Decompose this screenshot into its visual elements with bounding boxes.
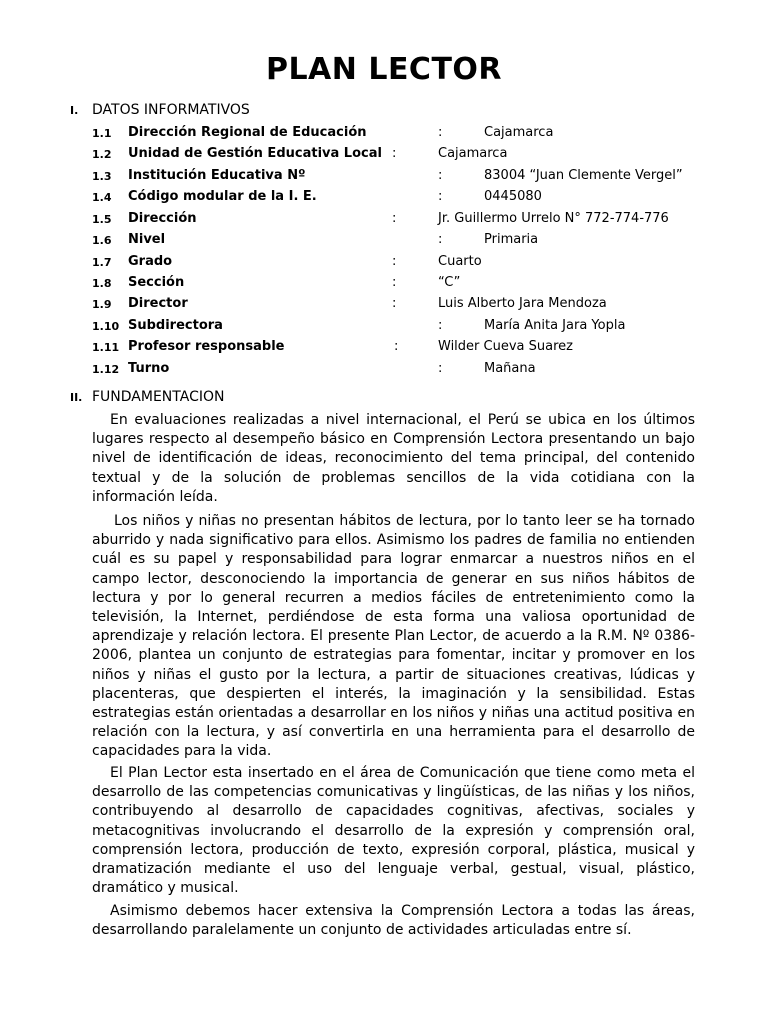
datos-row [0,211,768,231]
datos-row [0,189,768,209]
section-number: I. [70,104,79,117]
row-label: Dirección Regional de Educación [128,125,367,140]
row-value: Mañana [484,361,536,376]
row-colon: : [438,168,443,183]
row-value: Wilder Cueva Suarez [438,339,573,354]
section-title: FUNDAMENTACION [92,389,225,405]
row-label: Unidad de Gestión Educativa Local [128,146,382,161]
row-colon: : [392,254,397,269]
row-value: María Anita Jara Yopla [484,318,626,333]
row-colon: : [438,125,443,140]
row-colon: : [392,146,397,161]
row-label: Dirección [128,211,197,226]
page-title: PLAN LECTOR [265,52,503,87]
datos-row [0,232,768,252]
row-number: 1.10 [92,320,120,333]
row-value: 83004 “Juan Clemente Vergel” [484,168,683,183]
row-value: Jr. Guillermo Urrelo N° 772-774-776 [438,211,669,226]
datos-row [0,275,768,295]
row-number: 1.4 [92,191,112,204]
row-value: Cuarto [438,254,482,269]
row-number: 1.9 [92,298,112,311]
row-colon: : [392,211,397,226]
row-number: 1.11 [92,341,120,354]
row-label: Turno [128,361,170,376]
section-number: II. [70,391,83,404]
paragraph: En evaluaciones realizadas a nivel internacional, el Perú se ubica en los últimos lugares respecto al desempeño básico en Comprensión Lectora presentando un bajo nivel de identificación de ideas, reconocimiento del tema principal, del contenido textual y de la solución de problemas sencillos de la vida cotidiana con la información leída. [92,412,695,505]
row-number: 1.7 [92,256,112,269]
row-label: Director [128,296,188,311]
row-colon: : [438,232,443,247]
datos-row [0,125,768,145]
row-label: Nivel [128,232,166,247]
row-value: Primaria [484,232,539,247]
row-value: Cajamarca [484,125,554,140]
row-label: Profesor responsable [128,339,285,354]
row-colon: : [438,189,443,204]
row-label: Sección [128,275,185,290]
row-value: 0445080 [484,189,542,204]
paragraph: El Plan Lector esta insertado en el área de Comunicación que tiene como meta el desarrollo de las competencias comunicativas y lingüísticas, de las niñas y los niños, contribuyendo al desarrollo de capacidades cognitivas, afectivas, sociales y metacognitivas involucrando el desarrollo de la expresión y comprensión oral, comprensión lectora, producción de texto, expresión corporal, plástica, musical y dramatización mediante el uso del lenguaje verbal, gestual, visual, plástico, dramático y musical. [92,765,695,897]
row-number: 1.6 [92,234,112,247]
row-number: 1.3 [92,170,112,183]
datos-row [0,296,768,316]
row-label: Subdirectora [128,318,223,333]
datos-row [0,361,768,381]
row-number: 1.12 [92,363,120,376]
row-label: Grado [128,254,173,269]
row-value: Cajamarca [438,146,508,161]
row-colon: : [394,339,399,354]
row-value: Luis Alberto Jara Mendoza [438,296,607,311]
row-number: 1.5 [92,213,112,226]
row-colon: : [438,318,443,333]
paragraph: Los niños y niñas no presentan hábitos de lectura, por lo tanto leer se ha tornado aburrido y nada significativo para ellos. Asimismo los padres de familia no entienden cuál es su papel y responsabilidad para lograr enmarcar a nuestros niños en el campo lector, desconociendo la importancia de generar en sus niños hábitos de lectura y por lo general recurren a medios fáciles de entretenimiento como la televisión, la Internet, perdiéndose de esta forma una valiosa oportunidad de aprendizaje y relación lectora. El presente Plan Lector, de acuerdo a la R.M. Nº 0386-2006, plantea un conjunto de estrategias para fomentar, incitar y promover en los niños y niñas el gusto por la lectura, a partir de situaciones creativas, lúdicas y placenteras, que despierten el interés, la imaginación y la sensibilidad. Estas estrategias están orientadas a desarrollar en los niños y niñas una actitud positiva en relación con la lectura, y así convertirla en una herramienta para el desarrollo de capacidades para la vida. [92,513,695,760]
row-number: 1.8 [92,277,112,290]
paragraph: Asimismo debemos hacer extensiva la Comprensión Lectora a todas las áreas, desarrollando paralelamente un conjunto de actividades articuladas entre sí. [92,903,695,939]
datos-row [0,168,768,188]
section-title: DATOS INFORMATIVOS [92,102,250,118]
datos-row [0,146,768,166]
row-label: Institución Educativa Nº [128,168,306,183]
row-colon: : [392,275,397,290]
row-colon: : [392,296,397,311]
datos-row [0,318,768,338]
datos-row [0,254,768,274]
row-value: “C” [438,275,461,290]
row-number: 1.2 [92,148,112,161]
row-colon: : [438,361,443,376]
datos-row [0,339,768,359]
row-number: 1.1 [92,127,112,140]
row-label: Código modular de la I. E. [128,189,317,204]
